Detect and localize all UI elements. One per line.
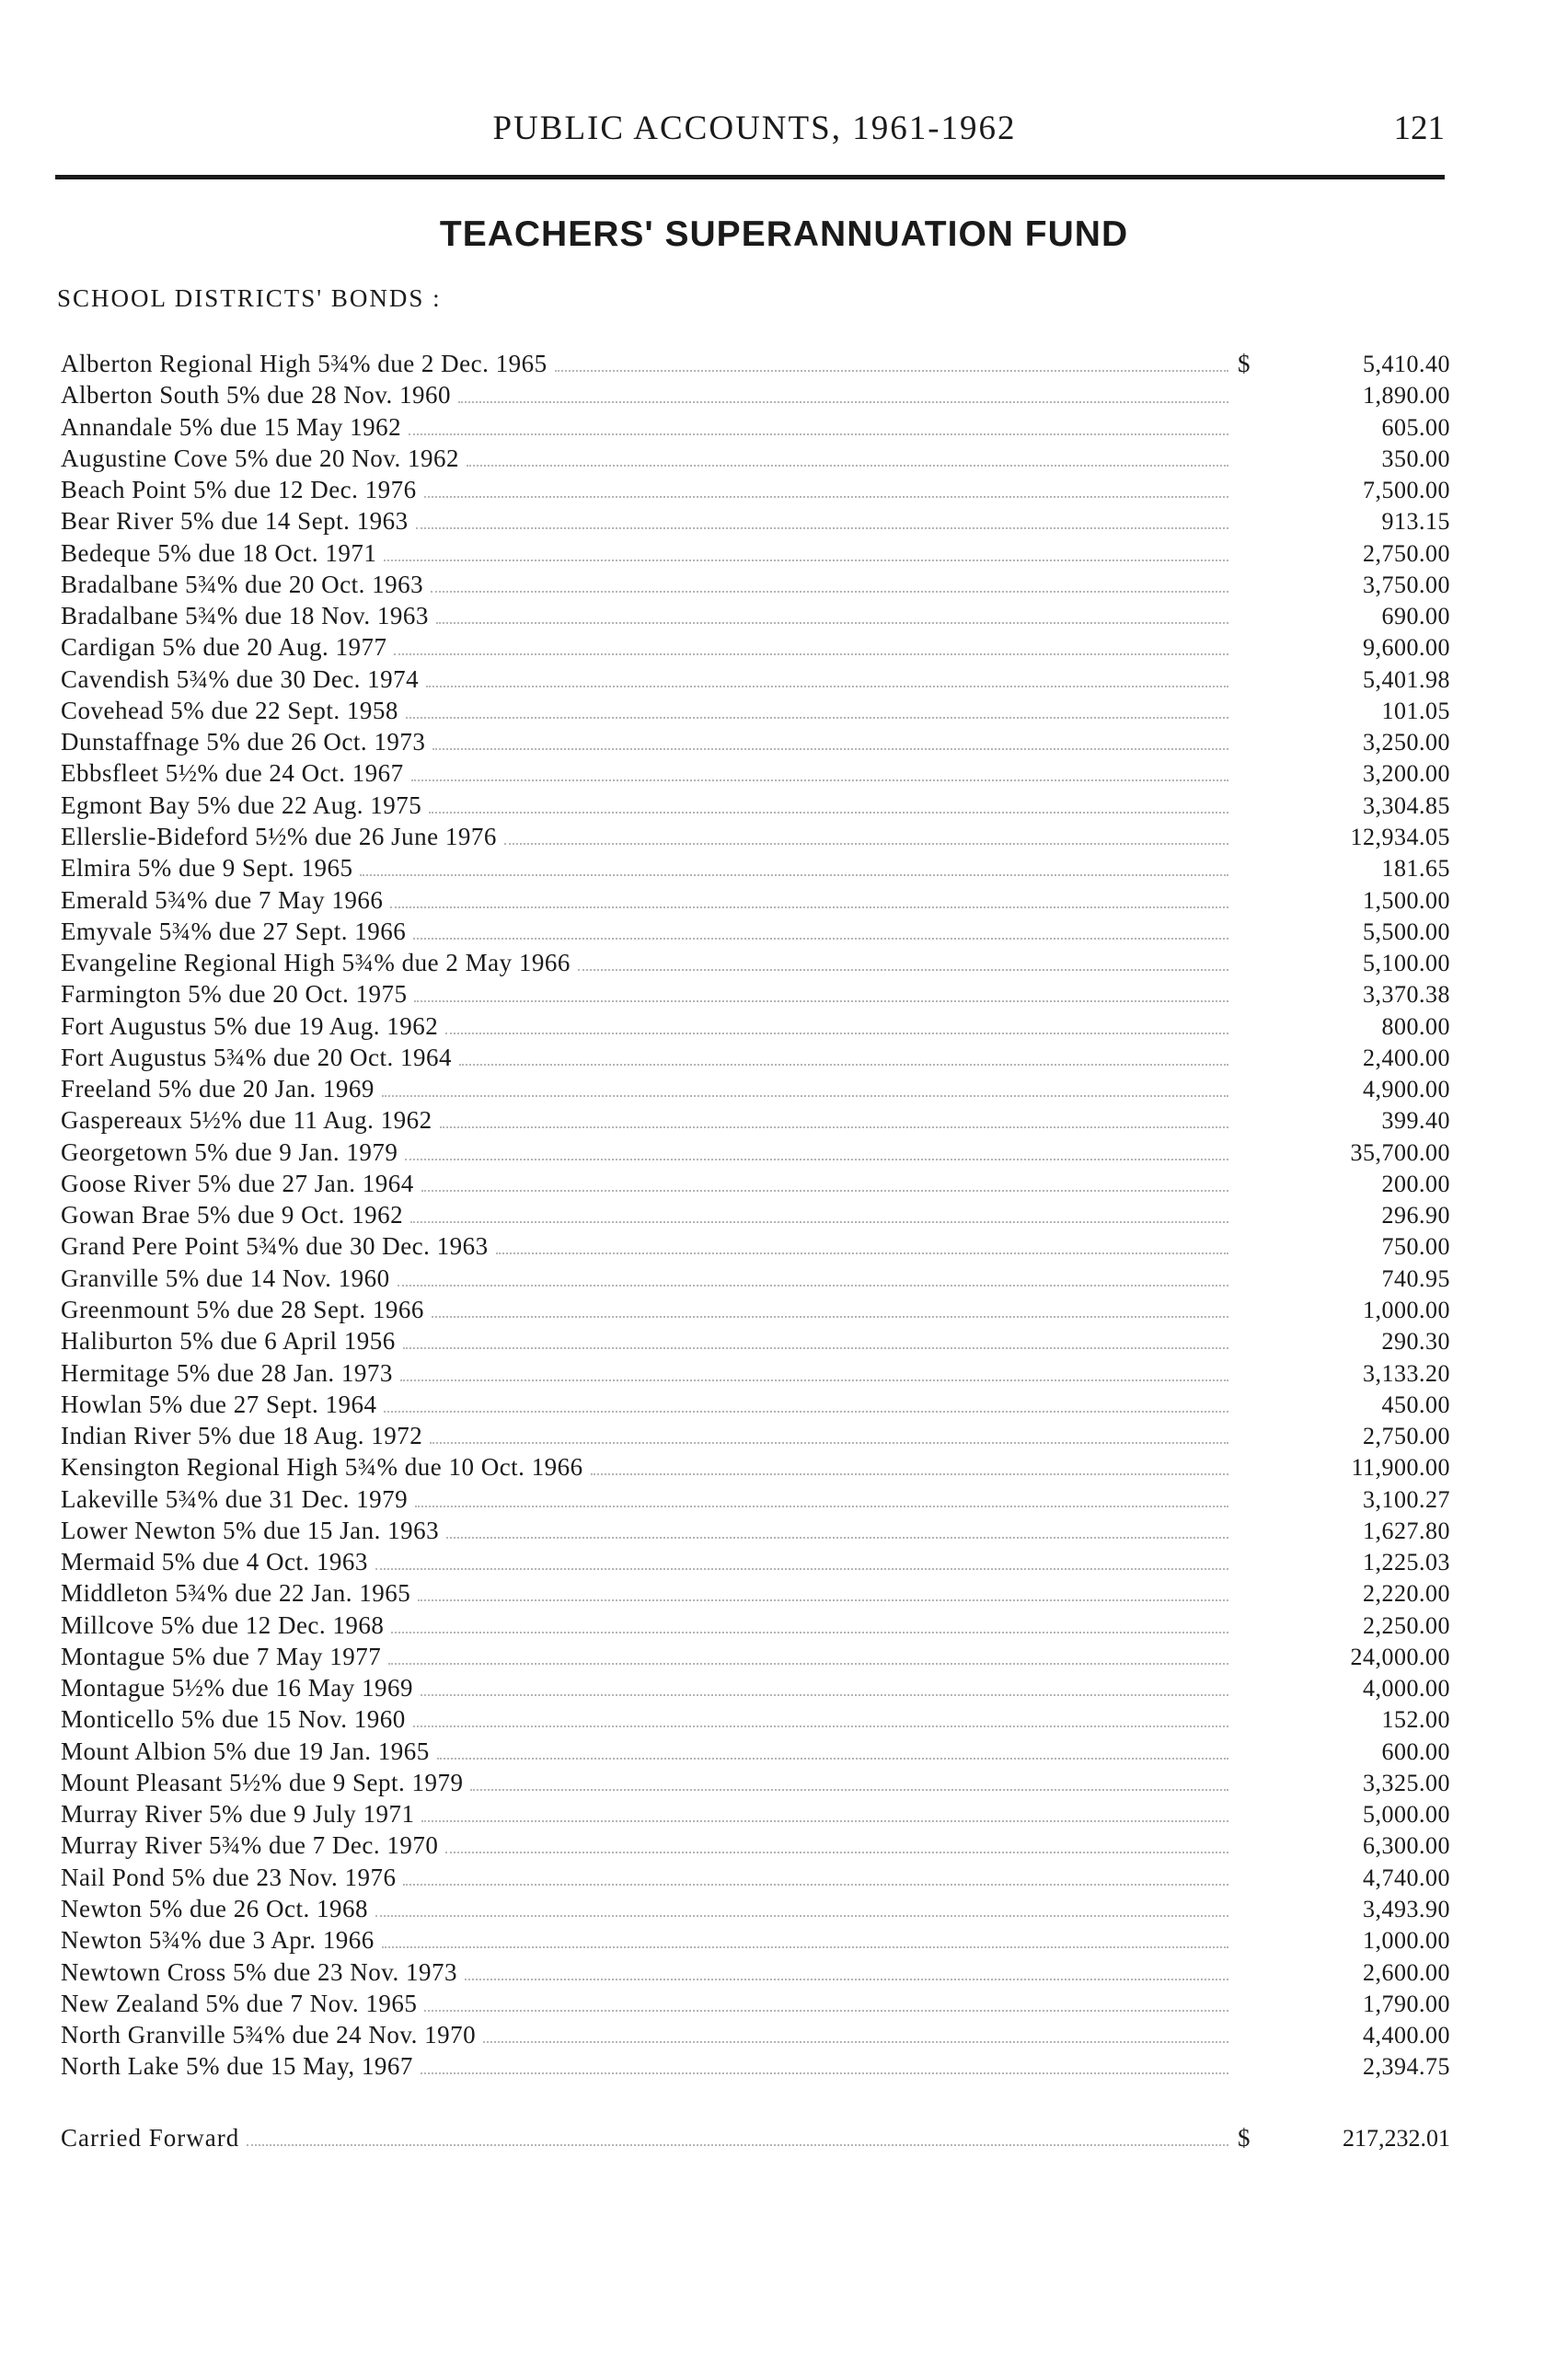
- table-row: [61, 411, 1450, 443]
- bond-amount: 12,934.05: [1350, 823, 1450, 850]
- table-row: [61, 1641, 1450, 1672]
- bond-amount: 750.00: [1381, 1233, 1450, 1261]
- table-row: [61, 1798, 1450, 1829]
- table-row: [61, 1577, 1450, 1609]
- dot-leader: [391, 1632, 1228, 1633]
- table-row: [61, 1357, 1450, 1389]
- header-rule: [55, 175, 1445, 179]
- table-row: [61, 978, 1450, 1010]
- bond-amount: 450.00: [1381, 1391, 1450, 1418]
- bond-description: Freeland 5% due 20 Jan. 1969: [61, 1075, 375, 1103]
- table-row: [61, 664, 1450, 695]
- dot-leader: [458, 401, 1228, 403]
- total-amount: 217,232.01: [1343, 2125, 1450, 2152]
- table-row: [61, 695, 1450, 726]
- bond-description: Egmont Bay 5% due 22 Aug. 1975: [61, 791, 422, 819]
- bond-amount: 2,600.00: [1363, 1958, 1450, 1986]
- dot-leader: [440, 1126, 1228, 1128]
- table-row: [61, 1829, 1450, 1861]
- carried-forward-row: [61, 2122, 1450, 2153]
- bond-amount: 5,500.00: [1363, 918, 1450, 945]
- bond-amount: 5,410.40: [1363, 351, 1450, 377]
- bond-amount: 11,900.00: [1351, 1454, 1450, 1482]
- bond-description: Fort Augustus 5¾% due 20 Oct. 1964: [61, 1043, 452, 1071]
- bond-amount: 290.30: [1381, 1328, 1450, 1356]
- table-row: [61, 852, 1450, 883]
- table-row: [61, 2019, 1450, 2050]
- dot-leader: [445, 1852, 1228, 1853]
- bond-description: New Zealand 5% due 7 Nov. 1965: [61, 1989, 418, 2017]
- bond-description: Covehead 5% due 22 Sept. 1958: [61, 696, 398, 724]
- bond-amount: 3,304.85: [1363, 791, 1450, 819]
- dot-leader: [424, 2010, 1228, 2012]
- table-row: [61, 379, 1450, 410]
- bond-description: Kensington Regional High 5¾% due 10 Oct. 1966: [61, 1453, 583, 1482]
- dot-leader: [421, 2072, 1228, 2074]
- bond-description: Evangeline Regional High 5¾% due 2 May 1966: [61, 949, 571, 977]
- bond-description: Ebbsfleet 5½% due 24 Oct. 1967: [61, 759, 404, 788]
- table-row: [61, 600, 1450, 631]
- bond-description: Georgetown 5% due 9 Jan. 1979: [61, 1137, 398, 1166]
- bond-amount: 24,000.00: [1350, 1643, 1450, 1670]
- bond-description: Fort Augustus 5% due 19 Aug. 1962: [61, 1011, 439, 1040]
- bond-amount: 690.00: [1381, 603, 1450, 630]
- table-row: [61, 1546, 1450, 1577]
- dot-leader: [436, 622, 1228, 624]
- bond-description: Gowan Brae 5% due 9 Oct. 1962: [61, 1201, 404, 1229]
- bond-amount: 1,627.80: [1363, 1517, 1450, 1544]
- subheading: SCHOOL DISTRICTS' BONDS :: [57, 284, 442, 312]
- bond-description: Farmington 5% due 20 Oct. 1975: [61, 980, 408, 1009]
- bond-description: Annandale 5% due 15 May 1962: [61, 412, 402, 441]
- table-row: [61, 1924, 1450, 1956]
- bond-description: Greenmount 5% due 28 Sept. 1966: [61, 1295, 424, 1323]
- dot-leader: [415, 1506, 1228, 1507]
- bond-description: Montague 5½% due 16 May 1969: [61, 1674, 413, 1702]
- dot-leader: [375, 1568, 1228, 1570]
- dot-leader: [430, 1442, 1228, 1444]
- bond-amount: 101.05: [1381, 697, 1450, 724]
- bond-description: Nail Pond 5% due 23 Nov. 1976: [61, 1863, 397, 1891]
- bond-amount: 4,400.00: [1363, 2022, 1450, 2049]
- table-row: [61, 1483, 1450, 1515]
- bond-amount: 200.00: [1381, 1170, 1450, 1197]
- dot-leader: [394, 653, 1228, 655]
- bond-amount: 3,200.00: [1363, 760, 1450, 788]
- dot-leader: [411, 779, 1228, 781]
- bond-description: Bedeque 5% due 18 Oct. 1971: [61, 538, 377, 567]
- table-row: [61, 1451, 1450, 1483]
- dot-leader: [421, 1820, 1228, 1822]
- bond-description: Montague 5% due 7 May 1977: [61, 1642, 382, 1670]
- currency-symbol: $: [1238, 350, 1251, 377]
- dot-leader: [421, 1190, 1228, 1192]
- dot-leader: [382, 1946, 1228, 1948]
- bond-amount: 152.00: [1381, 1706, 1450, 1734]
- bond-description: Bear River 5% due 14 Sept. 1963: [61, 507, 409, 536]
- bond-description: Ellerslie-Bideford 5½% due 26 June 1976: [61, 822, 497, 850]
- table-row: [61, 1137, 1450, 1168]
- bond-description: Goose River 5% due 27 Jan. 1964: [61, 1169, 414, 1197]
- bond-amount: 5,100.00: [1363, 950, 1450, 977]
- table-row: [61, 1168, 1450, 1199]
- bond-amount: 7,500.00: [1363, 477, 1450, 504]
- bond-description: Hermitage 5% due 28 Jan. 1973: [61, 1358, 393, 1387]
- bond-description: Elmira 5% due 9 Sept. 1965: [61, 854, 353, 883]
- bond-description: Bradalbane 5¾% due 18 Nov. 1963: [61, 602, 429, 630]
- table-row: [61, 1610, 1450, 1641]
- bond-amount: 1,000.00: [1363, 1296, 1450, 1323]
- bond-description: Lakeville 5¾% due 31 Dec. 1979: [61, 1484, 409, 1513]
- table-row: [61, 1956, 1450, 1988]
- dot-leader: [421, 1694, 1228, 1696]
- total-currency: $: [1238, 2124, 1251, 2152]
- table-row: [61, 537, 1450, 569]
- bond-amount: 3,493.90: [1363, 1896, 1450, 1923]
- bond-description: Murray River 5¾% due 7 Dec. 1970: [61, 1831, 439, 1860]
- dot-leader: [409, 433, 1228, 435]
- bond-amount: 5,000.00: [1363, 1801, 1450, 1829]
- dot-leader: [467, 465, 1228, 467]
- bond-description: Murray River 5% due 9 July 1971: [61, 1800, 415, 1829]
- bond-amount: 913.15: [1381, 508, 1450, 536]
- table-row: [61, 1672, 1450, 1703]
- dot-leader: [432, 1316, 1228, 1318]
- bond-description: Granville 5% due 14 Nov. 1960: [61, 1264, 390, 1292]
- dot-leader: [418, 1599, 1228, 1601]
- bond-description: Emerald 5¾% due 7 May 1966: [61, 885, 384, 914]
- page-number: 121: [1393, 110, 1445, 147]
- dot-leader: [465, 1979, 1228, 1980]
- table-row: [61, 348, 1450, 379]
- bond-amount: 1,225.03: [1363, 1549, 1450, 1576]
- bond-description: Newtown Cross 5% due 23 Nov. 1973: [61, 1957, 457, 1986]
- bond-description: Alberton South 5% due 28 Nov. 1960: [61, 381, 451, 410]
- bond-description: Millcove 5% due 12 Dec. 1968: [61, 1610, 385, 1639]
- header-title: PUBLIC ACCOUNTS, 1961-1962: [492, 110, 1017, 147]
- bond-amount: 2,394.75: [1363, 2053, 1450, 2081]
- total-label: Carried Forward: [61, 2124, 240, 2152]
- dot-leader: [413, 938, 1228, 940]
- bond-amount: 181.65: [1381, 855, 1450, 883]
- bond-amount: 2,400.00: [1363, 1044, 1450, 1071]
- table-row: [61, 1862, 1450, 1893]
- table-row: [61, 1515, 1450, 1546]
- bond-description: Haliburton 5% due 6 April 1956: [61, 1327, 396, 1356]
- bond-description: Newton 5% due 26 Oct. 1968: [61, 1895, 368, 1923]
- bond-amount: 1,000.00: [1363, 1927, 1450, 1955]
- dot-leader: [414, 1000, 1228, 1002]
- dot-leader: [483, 2041, 1228, 2043]
- table-row: [61, 884, 1450, 916]
- bond-description: Dunstaffnage 5% due 26 Oct. 1973: [61, 728, 426, 756]
- bond-amount: 4,740.00: [1363, 1864, 1450, 1891]
- bond-description: Cardigan 5% due 20 Aug. 1977: [61, 633, 387, 662]
- table-row: [61, 757, 1450, 789]
- dot-leader: [403, 1884, 1228, 1886]
- bond-amount: 3,250.00: [1363, 729, 1450, 756]
- bond-amount: 2,220.00: [1363, 1580, 1450, 1608]
- table-row: [61, 790, 1450, 821]
- dot-leader: [504, 843, 1228, 845]
- table-row: [61, 443, 1450, 474]
- dot-leader: [384, 560, 1228, 561]
- bond-description: Augustine Cove 5% due 20 Nov. 1962: [61, 444, 459, 472]
- bond-description: Mount Albion 5% due 19 Jan. 1965: [61, 1737, 430, 1765]
- table-row: [61, 1988, 1450, 2019]
- bond-description: Beach Point 5% due 12 Dec. 1976: [61, 476, 417, 504]
- dot-leader: [578, 969, 1228, 971]
- bond-amount: 296.90: [1381, 1202, 1450, 1229]
- bond-amount: 1,890.00: [1363, 382, 1450, 410]
- table-row: [61, 1230, 1450, 1262]
- bond-amount: 600.00: [1381, 1737, 1450, 1765]
- bond-description: Indian River 5% due 18 Aug. 1972: [61, 1422, 423, 1450]
- bond-amount: 3,133.20: [1363, 1359, 1450, 1387]
- table-row: [61, 947, 1450, 978]
- bond-amount: 3,370.38: [1363, 981, 1450, 1009]
- bond-description: Mount Pleasant 5½% due 9 Sept. 1979: [61, 1768, 464, 1796]
- page-header: [55, 109, 1454, 164]
- bond-amount: 1,500.00: [1363, 886, 1450, 914]
- table-row: [61, 916, 1450, 947]
- table-row: [61, 1893, 1450, 1924]
- table-row: [61, 1325, 1450, 1356]
- table-row: [61, 1767, 1450, 1798]
- dot-leader: [384, 1411, 1228, 1413]
- dot-leader: [400, 1379, 1228, 1381]
- ledger-table: [61, 348, 1450, 2083]
- bond-amount: 9,600.00: [1363, 634, 1450, 662]
- bond-amount: 3,750.00: [1363, 571, 1450, 598]
- bond-description: Lower Newton 5% due 15 Jan. 1963: [61, 1516, 440, 1544]
- bond-amount: 399.40: [1381, 1107, 1450, 1135]
- dot-leader: [432, 748, 1228, 750]
- table-row: [61, 726, 1450, 757]
- dot-leader: [416, 527, 1228, 529]
- bond-description: Emyvale 5¾% due 27 Sept. 1966: [61, 917, 407, 945]
- bond-description: Cavendish 5¾% due 30 Dec. 1974: [61, 664, 420, 693]
- dot-leader: [360, 874, 1228, 876]
- dot-leader: [375, 1915, 1228, 1917]
- dot-leader: [470, 1789, 1228, 1791]
- bond-description: Newton 5¾% due 3 Apr. 1966: [61, 1926, 375, 1955]
- dot-leader: [247, 2144, 1228, 2146]
- bond-description: North Lake 5% due 15 May, 1967: [61, 2052, 413, 2081]
- dot-leader: [496, 1252, 1228, 1254]
- table-row: [61, 569, 1450, 600]
- bond-description: Grand Pere Point 5¾% due 30 Dec. 1963: [61, 1232, 489, 1261]
- table-row: [61, 505, 1450, 537]
- bond-amount: 2,750.00: [1363, 1423, 1450, 1450]
- bond-amount: 2,250.00: [1363, 1611, 1450, 1639]
- bond-amount: 605.00: [1381, 413, 1450, 441]
- table-row: [61, 821, 1450, 852]
- table-row: [61, 1010, 1450, 1042]
- dot-leader: [591, 1473, 1228, 1475]
- section-title: TEACHERS' SUPERANNUATION FUND: [439, 214, 1129, 254]
- bond-description: Middleton 5¾% due 22 Jan. 1965: [61, 1579, 411, 1608]
- dot-leader: [429, 812, 1228, 814]
- dot-leader: [382, 1095, 1228, 1097]
- bond-amount: 800.00: [1381, 1012, 1450, 1040]
- table-row: [61, 1703, 1450, 1735]
- dot-leader: [426, 686, 1228, 687]
- table-row: [61, 1263, 1450, 1294]
- bond-description: Monticello 5% due 15 Nov. 1960: [61, 1705, 406, 1734]
- table-row: [61, 1199, 1450, 1230]
- dot-leader: [431, 591, 1228, 593]
- table-row: [61, 1389, 1450, 1420]
- dot-leader: [406, 717, 1228, 719]
- bond-amount: 740.95: [1381, 1264, 1450, 1292]
- bond-description: Mermaid 5% due 4 Oct. 1963: [61, 1548, 368, 1576]
- bond-amount: 35,700.00: [1350, 1138, 1450, 1166]
- dot-leader: [437, 1758, 1228, 1760]
- bond-description: Gaspereaux 5½% due 11 Aug. 1962: [61, 1106, 432, 1135]
- bond-description: Bradalbane 5¾% due 20 Oct. 1963: [61, 570, 424, 598]
- dot-leader: [398, 1285, 1228, 1287]
- bond-description: Howlan 5% due 27 Sept. 1964: [61, 1390, 377, 1418]
- dot-leader: [410, 1221, 1228, 1223]
- dot-leader: [424, 496, 1228, 498]
- table-row: [61, 1042, 1450, 1073]
- table-row: [61, 1736, 1450, 1767]
- table-row: [61, 1420, 1450, 1451]
- bond-amount: 350.00: [1381, 444, 1450, 472]
- bond-description: North Granville 5¾% due 24 Nov. 1970: [61, 2021, 477, 2049]
- dot-leader: [388, 1663, 1228, 1665]
- bond-amount: 5,401.98: [1363, 665, 1450, 693]
- table-row: [61, 1294, 1450, 1325]
- dot-leader: [413, 1725, 1228, 1727]
- bond-amount: 4,900.00: [1363, 1076, 1450, 1103]
- bond-amount: 1,790.00: [1363, 1990, 1450, 2017]
- table-row: [61, 1104, 1450, 1136]
- table-row: [61, 2050, 1450, 2082]
- dot-leader: [555, 370, 1228, 372]
- bond-amount: 4,000.00: [1363, 1675, 1450, 1702]
- bond-amount: 3,325.00: [1363, 1769, 1450, 1796]
- dot-leader: [446, 1537, 1228, 1539]
- bond-amount: 3,100.27: [1363, 1485, 1450, 1513]
- table-row: [61, 631, 1450, 663]
- bond-description: Alberton Regional High 5¾% due 2 Dec. 1965: [61, 350, 548, 377]
- dot-leader: [390, 906, 1228, 908]
- dot-leader: [459, 1064, 1228, 1066]
- bond-amount: 6,300.00: [1363, 1832, 1450, 1860]
- dot-leader: [403, 1347, 1228, 1349]
- table-row: [61, 474, 1450, 505]
- dot-leader: [445, 1033, 1228, 1034]
- bond-amount: 2,750.00: [1363, 539, 1450, 567]
- dot-leader: [405, 1159, 1228, 1160]
- table-row: [61, 1073, 1450, 1104]
